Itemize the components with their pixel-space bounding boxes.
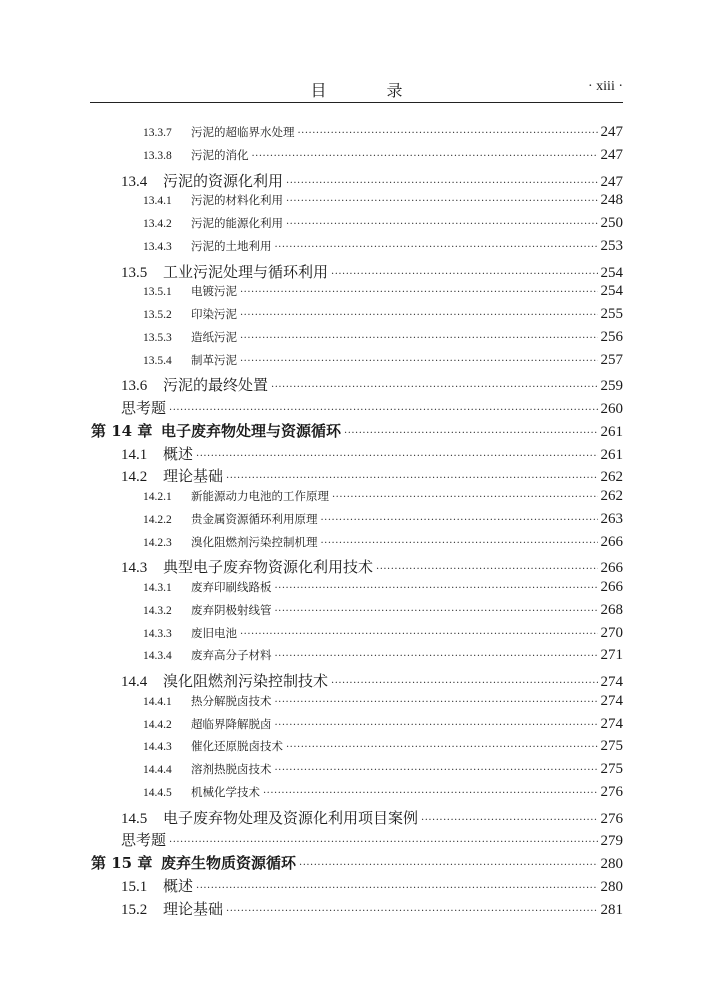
toc-entry-page: 275 [600,761,623,777]
dot-leader [298,128,598,139]
toc-entry-page: 261 [600,423,623,440]
dot-leader [252,151,598,162]
dot-leader [275,606,598,617]
toc-entry-page: 266 [600,579,623,595]
toc-entry-title: 新能源动力电池的工作原理 [191,489,329,503]
toc-entry-title: 思考题 [121,399,167,417]
toc-entry-number: 13.4.1 [143,195,172,208]
toc-entry-page: 280 [600,856,623,872]
toc-entry-number: 13.5.2 [143,309,172,321]
toc-entry-number: 14.1 [121,446,148,463]
toc-entry-number: 14.2.3 [143,536,172,549]
toc-entry[interactable] [143,761,623,783]
toc-entry-title: 贵金属资源循环利用原理 [191,511,318,526]
toc-entry[interactable] [121,261,623,283]
toc-entry-title: 污泥的最终处置 [163,376,269,395]
dot-leader [169,405,597,416]
toc-entry[interactable] [143,647,623,669]
dot-leader [421,815,597,826]
toc-entry-number: 第 15 章 [91,854,153,872]
toc-entry-title: 理论基础 [163,899,224,918]
toc-entry-title: 污泥的材料化利用 [191,193,283,208]
toc-entry-number: 14.4.2 [143,718,172,731]
toc-entry-title: 电子废弃物处理及资源化利用项目案例 [163,808,419,827]
dot-leader [226,473,597,484]
dot-leader [275,242,598,253]
toc-entry-number: 第 14 章 [91,421,153,440]
toc-entry-title: 溴化阻燃剂污染控制技术 [163,672,329,690]
toc-entry-title: 制革污泥 [191,352,237,367]
dot-leader [344,428,597,439]
toc-entry[interactable] [143,124,623,146]
toc-entry-title: 溶剂热脱卤技术 [191,762,272,776]
toc-entry-number: 14.3.2 [143,604,172,617]
toc-entry-number: 13.3.8 [143,149,172,162]
toc-entry-title: 溴化阻燃剂污染控制机理 [191,534,318,549]
running-header-title: 目 录 [310,81,425,100]
toc-entry[interactable] [121,374,623,396]
toc-entry-number: 13.3.7 [143,127,172,139]
toc-entry-page: 266 [600,533,623,550]
running-header-page-number: · xiii · [588,79,623,94]
running-header [90,70,623,103]
toc-entry[interactable] [143,283,623,305]
dot-leader [286,196,598,207]
toc-entry[interactable] [121,397,623,419]
toc-entry-number: 14.2.2 [143,513,172,526]
dot-leader [271,382,597,393]
toc-entry-title: 典型电子废弃物资源化利用技术 [163,558,374,577]
dot-leader [286,178,597,189]
toc-entry-page: 274 [600,692,623,709]
toc-entry[interactable] [91,420,623,442]
toc-entry-page: 261 [600,446,623,463]
toc-entry-page: 247 [600,173,623,190]
toc-entry-page: 257 [600,351,623,368]
toc-entry-page: 254 [600,264,623,281]
dot-leader [226,906,597,917]
toc-entry-page: 254 [600,283,623,300]
toc-entry[interactable] [121,807,623,829]
toc-entry-page: 262 [600,488,623,504]
dot-leader [196,451,597,462]
toc-entry-title: 电镀污泥 [191,284,237,299]
dot-leader [376,564,597,575]
toc-entry[interactable] [143,738,623,760]
toc-entry-title: 废弃阴极射线管 [191,602,272,617]
toc-entry-title: 污泥的资源化利用 [163,171,284,190]
toc-entry[interactable] [143,716,623,738]
toc-entry-number: 13.5.3 [143,331,172,344]
toc-entry-number: 14.4.4 [143,764,172,776]
toc-entry-title: 催化还原脱卤技术 [191,739,283,754]
toc-entry-number: 14.2 [121,469,148,486]
toc-entry-title: 污泥的能源化利用 [191,216,283,230]
dot-leader [275,765,598,776]
toc-entry-page: 250 [600,215,623,231]
toc-entry-page: 263 [600,510,623,527]
toc-entry[interactable] [143,192,623,214]
toc-entry[interactable] [143,306,623,328]
toc-entry-page: 275 [600,738,623,755]
toc-entry-number: 13.4.3 [143,240,172,253]
dot-leader [240,333,598,344]
toc-entry-number: 14.4 [121,674,148,690]
toc-entry-number: 13.4 [121,173,148,190]
toc-entry-title: 印染污泥 [191,307,237,321]
toc-entry-page: 253 [600,237,623,254]
toc-entry-title: 电子废弃物处理与资源循环 [161,421,342,440]
dot-leader [286,742,598,753]
toc-entry-number: 13.5.4 [143,354,172,367]
dot-leader [275,697,598,708]
toc-entry-page: 268 [600,601,623,618]
toc-entry[interactable] [143,784,623,806]
toc-entry[interactable] [143,625,623,647]
toc-entry-page: 271 [600,647,623,664]
toc-entry-title: 超临界降解脱卤 [191,716,272,731]
toc-entry-page: 274 [600,674,623,690]
toc-entry-page: 260 [600,401,623,417]
dot-leader [240,629,598,640]
toc-entry[interactable] [121,170,623,192]
toc-entry-number: 13.6 [121,378,148,395]
toc-entry[interactable] [121,875,623,897]
toc-entry-title: 热分解脱卤技术 [191,693,272,708]
dot-leader [275,720,598,731]
toc-entry[interactable] [121,556,623,578]
toc-entry-number: 15.2 [121,901,148,918]
toc-entry-page: 247 [600,124,623,140]
toc-entry[interactable] [121,670,623,692]
toc-entry-number: 14.3.1 [143,582,172,594]
dot-leader [240,310,598,321]
toc-entry-title: 污泥的消化 [191,147,249,162]
dot-leader [196,883,597,894]
toc-entry[interactable] [143,329,623,351]
toc-entry[interactable] [121,829,623,851]
toc-entry[interactable] [143,238,623,260]
toc-entry[interactable] [143,511,623,533]
toc-entry-page: 256 [600,328,623,345]
toc-entry-title: 废弃印刷线路板 [191,580,272,594]
toc-entry-page: 255 [600,306,623,322]
toc-entry-title: 废旧电池 [191,625,237,640]
toc-entry-title: 废弃生物质资源循环 [161,854,297,872]
toc-entry-page: 270 [600,624,623,641]
dot-leader [332,492,598,503]
dot-leader [321,538,598,549]
toc-entry-title: 污泥的土地利用 [191,238,272,253]
toc-entry[interactable] [143,147,623,169]
toc-entry-page: 274 [600,715,623,732]
toc-entry-number: 13.4.2 [143,218,172,230]
toc-entry-page: 276 [600,810,623,827]
toc-entry[interactable] [143,352,623,374]
toc-entry[interactable] [143,579,623,601]
toc-entry-number: 14.4.1 [143,695,172,708]
toc-entry-page: 247 [600,146,623,163]
dot-leader [286,219,598,230]
dot-leader [331,678,597,689]
toc-entry[interactable] [121,443,623,465]
toc-entry-number: 14.4.5 [143,786,172,799]
dot-leader [321,515,598,526]
toc-entry[interactable] [121,465,623,487]
toc-entry[interactable] [143,215,623,237]
toc-entry-number: 13.5 [121,264,148,281]
toc-entry-page: 280 [600,878,623,895]
toc-entry[interactable] [143,534,623,556]
toc-entry[interactable] [91,852,623,874]
toc-entry[interactable] [143,602,623,624]
toc-entry-title: 机械化学技术 [191,784,260,799]
toc-entry-page: 266 [600,560,623,577]
toc-entry-title: 工业污泥处理与循环利用 [163,262,329,281]
toc-entry-page: 259 [600,378,623,395]
toc-entry-number: 14.3 [121,560,148,577]
toc-entry-title: 概述 [163,876,194,895]
toc-entry-number: 14.3.3 [143,627,172,640]
toc-entry-title: 概述 [163,444,194,463]
toc-entry-number: 14.2.1 [143,491,172,503]
toc-entry-title: 废弃高分子材料 [191,648,272,663]
toc-entry-title: 污泥的超临界水处理 [191,125,295,139]
toc-entry[interactable] [143,488,623,510]
toc-entry-title: 理论基础 [163,467,224,486]
toc-entry-page: 276 [600,783,623,800]
dot-leader [331,269,597,280]
toc-entry-number: 14.3.4 [143,650,172,663]
toc-entry-title: 造纸污泥 [191,329,237,344]
toc-entry-page: 248 [600,192,623,209]
toc-entry-page: 281 [600,901,623,918]
dot-leader [240,356,598,367]
toc-entry-number: 13.5.1 [143,286,172,299]
toc-entry-number: 14.4.3 [143,741,172,754]
toc-entry-page: 279 [600,833,623,850]
toc-entry[interactable] [121,898,623,920]
dot-leader [275,651,598,662]
dot-leader [263,788,598,799]
dot-leader [240,287,598,298]
toc-entry-number: 14.5 [121,810,148,827]
toc-entry-number: 15.1 [121,878,148,895]
toc-entry-page: 262 [600,469,623,486]
toc-entry[interactable] [143,693,623,715]
dot-leader [299,860,597,871]
dot-leader [169,837,597,848]
dot-leader [275,583,598,594]
toc-entry-title: 思考题 [121,831,167,850]
